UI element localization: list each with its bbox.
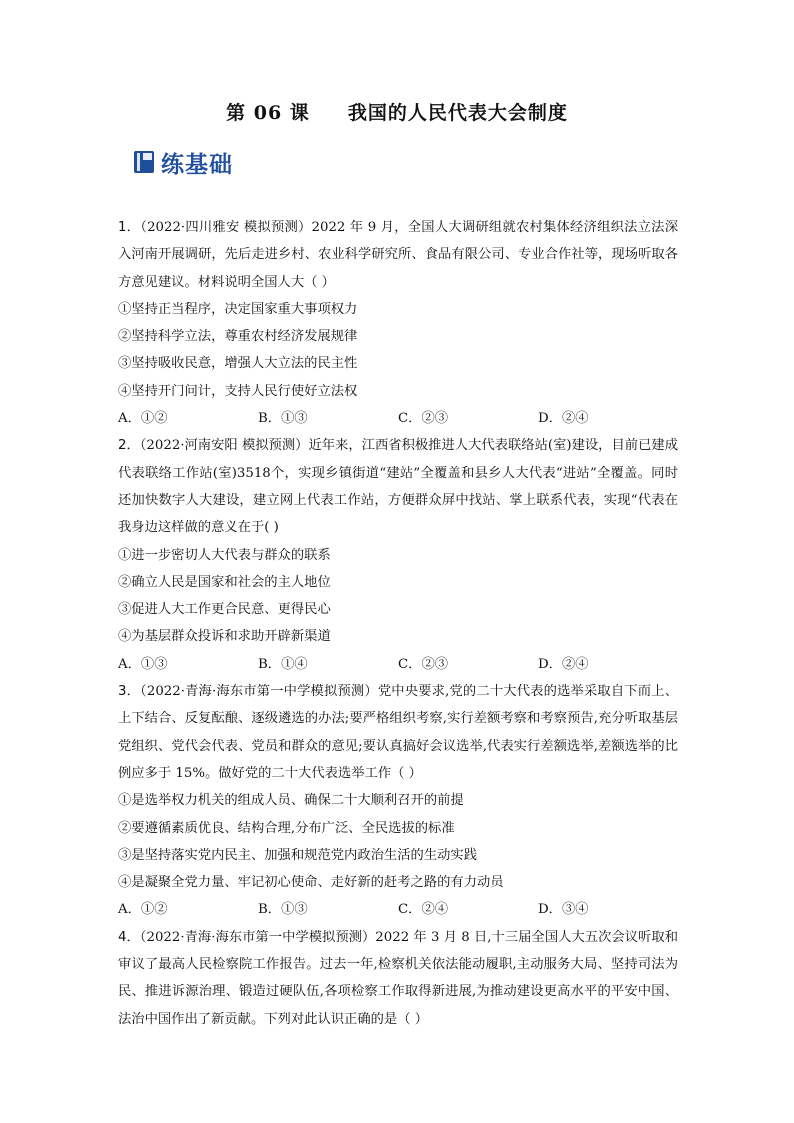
option-item: ④坚持开门问计，支持人民行使好立法权 (118, 383, 358, 399)
choice-d: D．③④ (538, 902, 589, 918)
option-item: ②坚持科学立法，尊重农村经济发展规律 (118, 329, 358, 345)
question (118, 678, 678, 924)
option-item: ④是凝聚全党力量、牢记初心使命、走好新的赶考之路的有力动员 (118, 875, 504, 891)
choice-b: B．①③ (258, 902, 308, 918)
choice-c: C．②④ (398, 902, 449, 918)
option-item: ②确立人民是国家和社会的主人地位 (118, 574, 331, 590)
question-number: 1． (118, 220, 141, 235)
question-stem (118, 678, 678, 787)
question-text: （2022·河南安阳 模拟预测）近年来，江西省积极推进人大代表联络站(室)建设，目前已建成代表联络工作站(室)3518个，实现乡镇街道“建站”全覆盖和县乡人大代表“进站”全覆盖。同时还加快数字人大建设，建立网上代表工作站，方便群众屏中找站、掌上联系代表，实现“代表在我身边这样做的意义在于( ) (118, 438, 678, 536)
choice-b: B．①③ (258, 411, 308, 427)
question-number: 2． (118, 438, 140, 454)
question-number: 3． (118, 684, 141, 700)
option-item: ①进一步密切人大代表与群众的联系 (118, 547, 331, 563)
question-stem (118, 432, 678, 541)
answer-choices (118, 405, 678, 432)
choice-a: A．①③ (118, 656, 168, 672)
question-text: （2022·青海·海东市第一中学模拟预测）党中央要求,党的二十大代表的选举采取自下而上、上下结合、反复酝酿、逐级遴选的办法;要严格组织考察,实行差额考察和考察预告,充分听取基层党组织、党代会代表、党员和群众的意见;要认真搞好会议选举,代表实行差额选举,差额选举的比例应多于 15%。做好党的二十大代表选举工作（ ） (118, 684, 678, 781)
section-label: 练基础 (161, 151, 233, 178)
option-item: ①坚持正当程序，决定国家重大事项权力 (118, 301, 358, 317)
book-icon (133, 150, 155, 174)
option-item: ③是坚持落实党内民主、加强和规范党内政治生活的生动实践 (118, 847, 478, 863)
choice-a: A．①② (118, 411, 168, 427)
choice-d: D．②④ (538, 656, 589, 672)
question (118, 432, 678, 678)
question (118, 214, 678, 432)
section-header (133, 146, 233, 178)
question-text: （2022·青海·海东市第一中学模拟预测）2022 年 3 月 8 日,十三届全国人大五次会议听取和审议了最高人民检察院工作报告。过去一年,检察机关依法能动履职,主动服务大局、坚持司法为民、推进诉源治理、锻造过硬队伍,各项检察工作取得新进展,为推动建设更高水平的平安中国、法治中国作出了新贡献。下列对此认识正确的是（ ） (118, 929, 678, 1027)
option-item: ①是选举权力机关的组成人员、确保二十大顺利召开的前提 (118, 793, 464, 809)
page-title: 第 06 课 我国的人民代表大会制度 (226, 102, 568, 124)
choice-b: B．①④ (258, 656, 308, 672)
question-stem (118, 924, 678, 1033)
question-stem (118, 214, 678, 296)
option-item: ③坚持吸收民意，增强人大立法的民主性 (118, 356, 358, 372)
question-list (118, 214, 678, 1033)
option-item: ③促进人大工作更合民意、更得民心 (118, 602, 331, 618)
choice-d: D．②④ (538, 411, 589, 427)
question-text: （2022·四川雅安 模拟预测）2022 年 9 月，全国人大调研组就农村集体经济组织法立法深入河南开展调研，先后走进乡村、农业科学研究所、食品有限公司、专业合作社等，现场听取各方意见建议。材料说明全国人大（ ） (118, 220, 678, 290)
answer-choices (118, 896, 678, 923)
question (118, 924, 678, 1033)
choice-c: C．②③ (398, 656, 449, 672)
option-item: ②要遵循素质优良、结构合理,分布广泛、全民选拔的标准 (118, 820, 455, 836)
question-number: 4． (118, 929, 140, 945)
option-item: ④为基层群众投诉和求助开辟新渠道 (118, 629, 331, 645)
answer-choices (118, 651, 678, 678)
choice-c: C．②③ (398, 411, 449, 427)
choice-a: A．①② (118, 902, 168, 918)
